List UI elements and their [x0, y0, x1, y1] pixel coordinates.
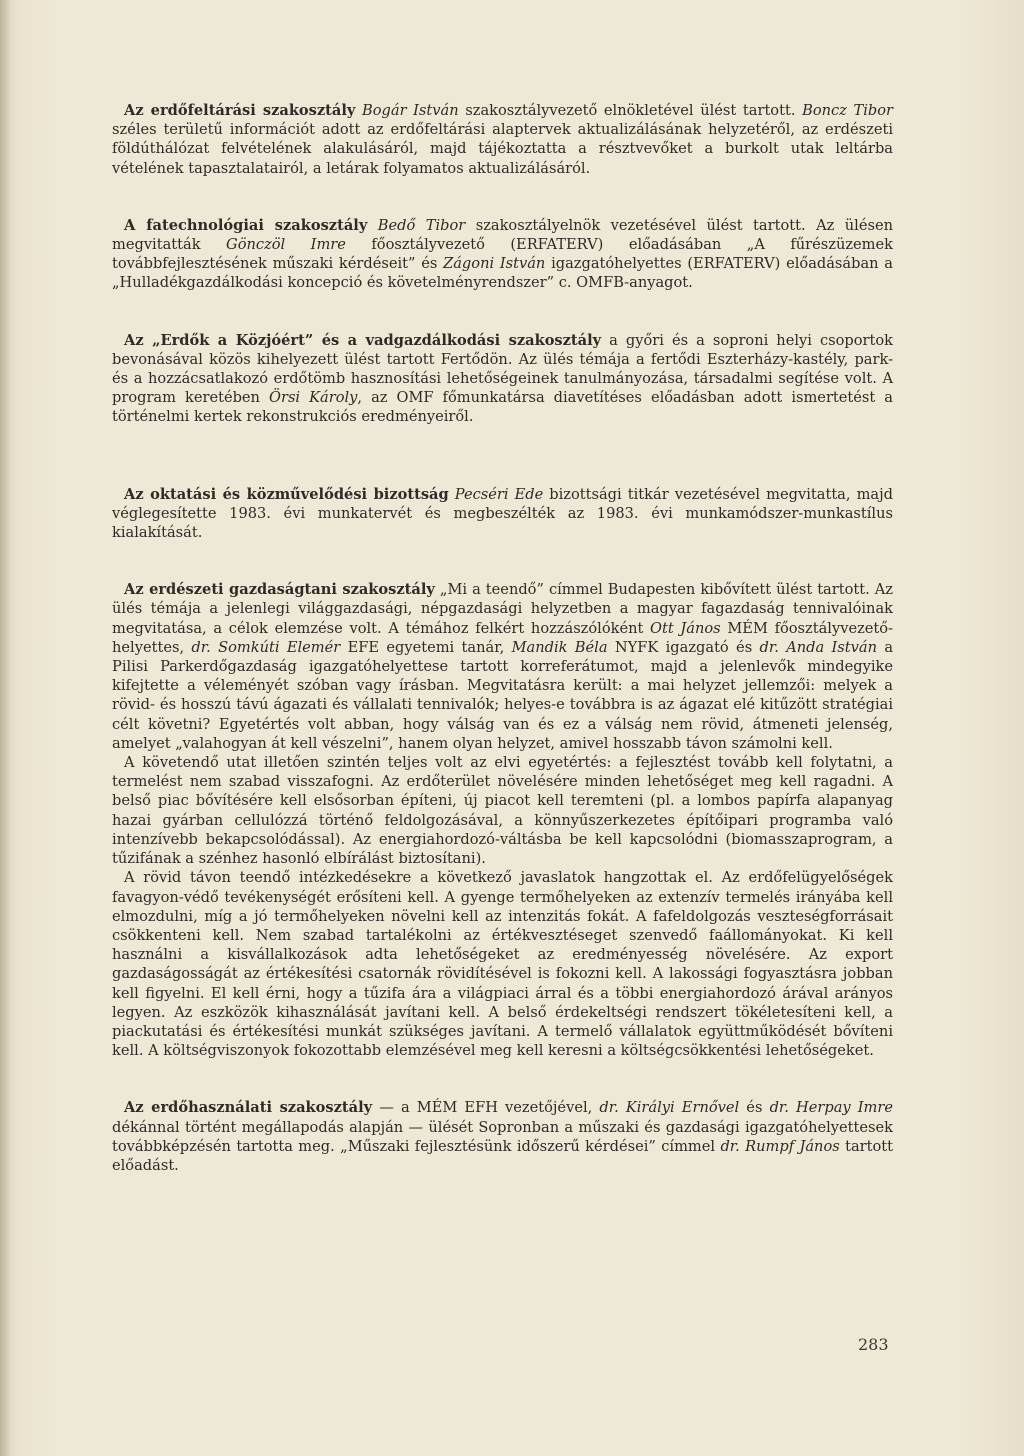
body-text: széles területű információt adott az erdőfeltárási alaptervek aktualizálásának helyzetéről, az erdészeti földúthálózat felvételének alakulásáról, majd tájékoztatta a résztvevőket a burkolt utak leltárba vételének tapasztalatairól, a letárak folyamatos aktualizálásáról. [112, 121, 893, 177]
section-heading: A fatechnológiai szakosztály [124, 216, 368, 234]
paragraph [112, 1098, 893, 1175]
person-name: dr. Királyi Ernővel [599, 1099, 740, 1117]
person-name: dr. Herpay Imre [769, 1099, 894, 1117]
report-section [112, 485, 893, 543]
body-text: a győri és a soproni helyi csoportok bevonásával közös kihelyezett ülést tartott Fertődön. Az ülés témája a fertődi Eszterházy-kastély, park- és a hozzácsatlakozó erdőtömb hasznosítási lehetőségeinek tanulmányozása, társadalmi segítése volt. A program keretében [112, 331, 893, 407]
section-heading: Az „Erdők a Közjóért” és a vadgazdálkodási szakosztály [124, 331, 602, 349]
body-text: szakosztályelnök vezetésével ülést tartott. Az ülésen megvitatták [112, 216, 893, 254]
person-name: dr. Rumpf János [720, 1137, 840, 1155]
body-text: szakosztályvezető elnökletével ülést tartott. [458, 102, 803, 119]
person-name: Ott János [650, 619, 721, 637]
body-text: főosztályvezető (ERFATERV) előadásában „A fűrészüzemek továbbfejlesztésének műszaki kérdéseit” és [112, 236, 893, 273]
section-heading: Az erdőhasználati szakosztály [124, 1099, 373, 1117]
person-name: dr. Anda István [759, 638, 877, 656]
body-text: — a MÉM EFH vezetőjével, [372, 1099, 600, 1117]
section-heading: Az erdőfeltárási szakosztály [124, 102, 356, 119]
paragraph [112, 580, 893, 753]
report-section [112, 331, 893, 427]
person-name: Zágoni István [443, 255, 546, 273]
body-text: és [739, 1099, 770, 1117]
person-name: Gönczöl Imre [226, 236, 346, 254]
body-text: A követendő utat illetően szintén teljes volt az elvi egyetértés: a fejlesztést tovább kell folytatni, a termelést nem szabad visszafogni. Az erdőterület növelésére minden lehetőséget meg kell ragadni. A belső piac bővítésére kell elsősorban építeni, új piacot kell teremteni (pl. a lombos papírfa alapanyag hazai gyárban cellulózzá történő feldolgozásával, a könnyűszerkezetes építőipari programba való intenzívebb bekapcsolódással). Az energiahordozó-váltásba be kell kapcsolódni (biomasszaprogram, a tűzifának a szénhez hasonló elbírálást biztosítani). [112, 754, 893, 868]
report-section [112, 216, 893, 293]
body-text: „Mi a teendő” címmel Budapesten kibővített ülést tartott. Az ülés témája a jelenlegi világgazdasági, népgazdasági helyzetben a magyar fagazdaság tennivalóinak megvitatása, a célok elemzése volt. A témához felkért hozzászólóként [112, 581, 893, 637]
body-text: a Pilisi Parkerdőgazdaság igazgatóhelyettese tartott korreferátumot, majd a jelenlevők mindegyike kifejtette a véleményét szóban vagy írásban. Megvitatásra került: a mai helyzet jellemzői: melyek a rövid- és hosszú távú ágazati és vállalati tennivalók; helyes-e továbbra is az ágazat elé kitűzött stratégiai célt követni? Egyetértés volt abban, hogy válság van és ez a válság nem rövid, átmeneti jelenség, amelyet „valahogyan át kell vészelni”, hanem olyan helyzet, amivel hosszabb távon számolni kell. [112, 638, 894, 752]
person-name: dr. Somkúti Elemér [191, 638, 341, 656]
body-text: igazgatóhelyettes (ERFATERV) előadásában a „Hulladékgazdálkodási koncepció és követelményrendszer” c. OMFB-anyagot. [112, 255, 894, 292]
paragraph [112, 331, 893, 427]
person-name: Örsi Károly [269, 389, 358, 407]
paragraph [112, 868, 893, 1060]
body-text: EFE egyetemi tanár, [340, 638, 512, 656]
report-section [112, 101, 893, 178]
paragraph [112, 485, 893, 543]
person-name: Bogár István [362, 102, 459, 119]
body-text: , az OMF főmunkatársa diavetítéses előadásban adott ismertetést a történelmi kertek rekonstrukciós eredményeiről. [112, 389, 894, 426]
body-text: tartott előadást. [112, 1137, 894, 1174]
section-heading: Az erdészeti gazdaságtani szakosztály [124, 581, 435, 599]
report-section [112, 580, 893, 1060]
body-text: dékánnal történt megállapodás alapján — ülését Sopronban a műszaki és gazdasági igazgatóhelyettesek továbbképzésén tartotta meg. „Műszaki fejlesztésünk időszerű kérdései” címmel [112, 1118, 893, 1155]
paragraph [112, 101, 893, 178]
body-text: bizottsági titkár vezetésével megvitatta, majd véglegesítette 1983. évi munkatervét és megbeszélték az 1983. évi munkamódszer-munkastílus kialakítását. [112, 485, 893, 542]
page-binding-edge [0, 0, 10, 1456]
report-section [112, 1098, 893, 1175]
body-text [367, 217, 377, 234]
person-name: Boncz Tibor [802, 102, 893, 119]
body-text: A rövid távon teendő intézkedésekre a következő javaslatok hangzottak el. Az erdőfelügyelőségek favagyon-védő tevékenységét erősíteni kell. A gyenge termőhelyeken az extenzív termelés irányába kell elmozdulni, míg a jó termőhelyeken növelni kell az intenzitás fokát. A fafeldolgozás veszteségforrásait csökkenteni kell. Nem szabad tartalékolni az értékvesztéseget szenvedő faállományokat. Ki kell használni a kisvállalkozások adta lehetőségeket az eredményesség növelésére. Az export gazdaságosságát az értékesítési csatornák rövidítésével is fokozni kell. A lakossági fogyasztásra jobban kell figyelni. El kell érni, hogy a tűzifa ára a világpiaci árral és a többi energiahordozó árával arányos legyen. Az eszközök kihasználását javítani kell. A belső érdekeltségi rendszert tökéletesíteni kell, a piackutatási és értékesítési munkát szükséges javítani. A termelő vállalatok együttműködését bővíteni kell. A költségviszonyok fokozottabb elemzésével meg kell keresni a költségcsökkentési lehetőségeket. [112, 869, 893, 1060]
page-body [112, 101, 893, 1175]
person-name: Pecséri Ede [454, 485, 544, 503]
person-name: Mandik Béla [511, 638, 608, 656]
person-name: Bedő Tibor [377, 216, 466, 234]
body-text: MÉM főosztályvezető-helyettes, [112, 619, 893, 656]
page-number: 283 [858, 1335, 889, 1354]
paragraph [112, 216, 893, 293]
body-text: NYFK igazgató és [607, 638, 760, 656]
section-heading: Az oktatási és közművelődési bizottság [124, 485, 449, 503]
paragraph [112, 753, 893, 868]
